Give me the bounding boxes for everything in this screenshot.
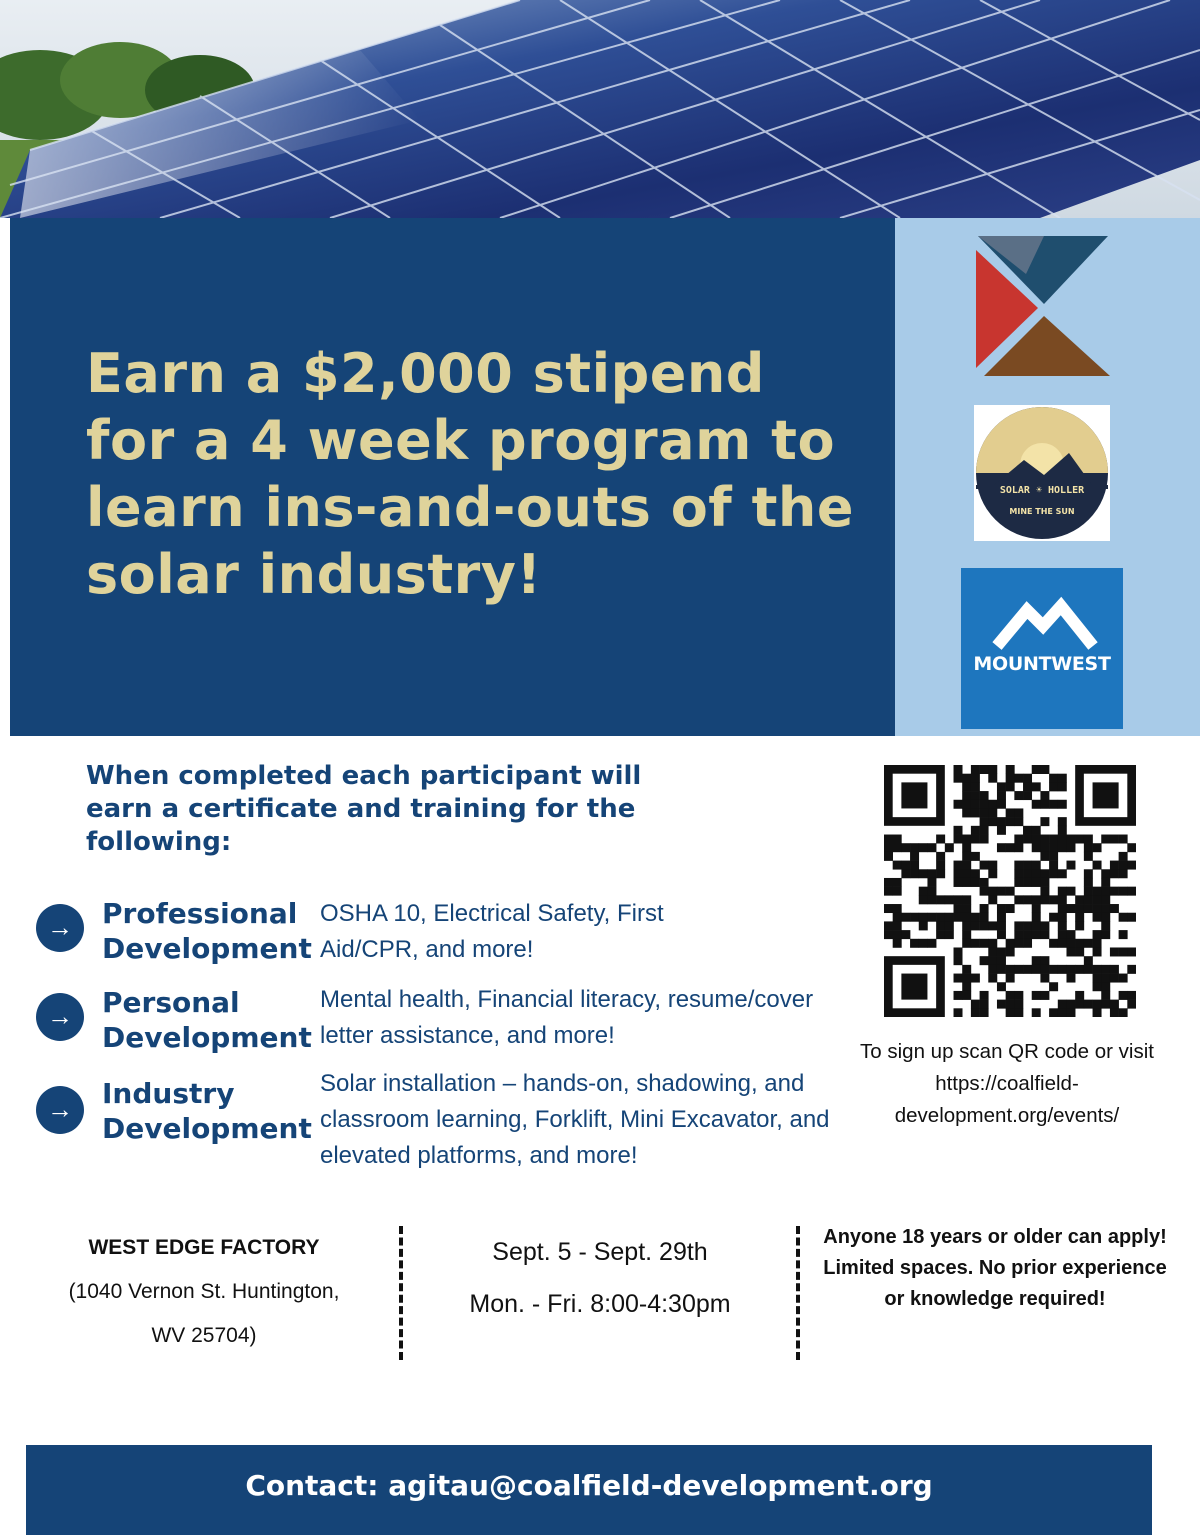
dashed-divider bbox=[796, 1226, 800, 1360]
location-address-line2: WV 25704) bbox=[151, 1324, 257, 1347]
coalfield-logo bbox=[970, 232, 1112, 380]
solar-holler-tagline: MINE THE SUN bbox=[1009, 507, 1075, 516]
schedule-hours: Mon. - Fri. 8:00-4:30pm bbox=[469, 1290, 731, 1318]
solar-holler-text: SOLAR ☀ HOLLER bbox=[999, 485, 1085, 496]
eligibility-text: Anyone 18 years or older can apply! Limited spaces. No prior experience or knowledge required! bbox=[823, 1226, 1167, 1310]
schedule-block bbox=[420, 1226, 780, 1330]
location-block bbox=[34, 1226, 374, 1358]
location-address-line1: (1040 Vernon St. Huntington, bbox=[68, 1280, 340, 1303]
intro-text: When completed each participant will earn a certificate and training for the following: bbox=[86, 761, 642, 857]
benefit-desc: OSHA 10, Electrical Safety, First Aid/CPR, and more! bbox=[320, 900, 664, 963]
arrow-right-icon: → bbox=[36, 1086, 84, 1134]
benefit-desc: Mental health, Financial literacy, resume/cover letter assistance, and more! bbox=[320, 986, 814, 1049]
benefit-title: Professional Development bbox=[102, 897, 312, 965]
mountwest-text: MOUNTWEST bbox=[973, 653, 1111, 675]
qr-code[interactable] bbox=[884, 765, 1136, 1017]
signup-text: To sign up scan QR code or visit https://coalfield-development.org/events/ bbox=[860, 1040, 1154, 1127]
arrow-right-icon: → bbox=[36, 993, 84, 1041]
mountwest-logo bbox=[961, 568, 1123, 729]
dashed-divider bbox=[399, 1226, 403, 1360]
location-name: WEST EDGE FACTORY bbox=[88, 1236, 320, 1259]
benefit-title: Industry Development bbox=[102, 1077, 312, 1145]
schedule-dates: Sept. 5 - Sept. 29th bbox=[492, 1238, 708, 1266]
contact-bar bbox=[26, 1445, 1152, 1535]
headline: Earn a $2,000 stipend for a 4 week program to learn ins-and-outs of the solar industry! bbox=[86, 342, 854, 606]
benefit-desc: Solar installation – hands-on, shadowing, and classroom learning, Forklift, Mini Excavator, and elevated platforms, and more! bbox=[320, 1070, 830, 1169]
solar-holler-logo bbox=[974, 405, 1110, 541]
solar-panel-photo bbox=[0, 0, 1200, 218]
benefit-title: Personal Development bbox=[102, 986, 312, 1054]
contact-email[interactable]: Contact: agitau@coalfield-development.org bbox=[245, 1469, 933, 1502]
arrow-right-icon: → bbox=[36, 904, 84, 952]
